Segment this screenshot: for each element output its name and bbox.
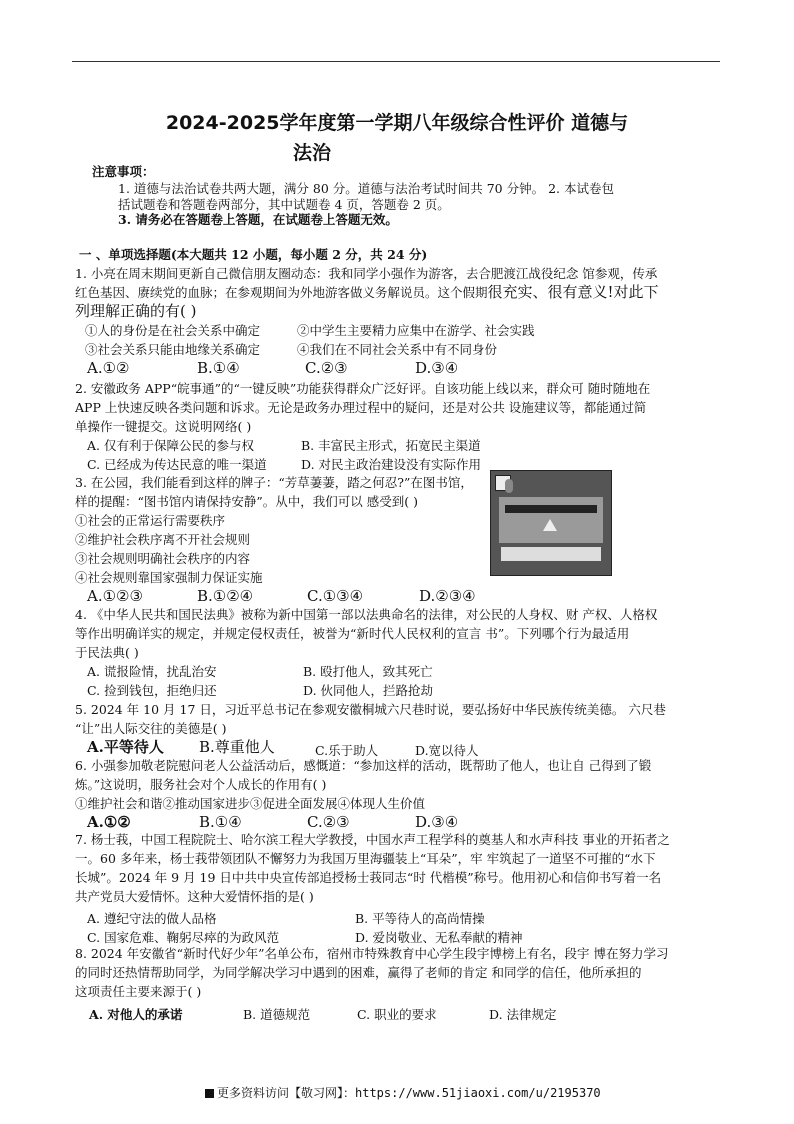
warning-triangle-icon	[543, 519, 557, 531]
flag-icon	[205, 1089, 214, 1098]
choice-d[interactable]: D.宽以待人	[415, 743, 479, 758]
q1-options-row	[75, 340, 715, 359]
q1-option: ②中学生主要精力应集中在游学、社会实践	[297, 323, 535, 338]
q3-line: 样的提醒：“图书馆内请保持安静”。从中，我们可以 感受到( )	[75, 494, 418, 509]
notes-line-1: 1. 道德与法治试卷共两大题，满分 80 分。道德与法治考试时间共 70 分钟。 2. 本试卷包	[118, 181, 614, 196]
question-8	[75, 944, 715, 1024]
question-5	[75, 700, 715, 762]
q8-line: 8. 2024 年安徽省“新时代好少年”名单公布，宿州市特殊教育中心学生段宇博榜上有名，段宇 博在努力学习	[75, 946, 669, 961]
choice-c[interactable]: C. 职业的要求	[357, 1007, 437, 1022]
page-title-continued: 法治	[292, 142, 331, 164]
q3-option: ④社会规则靠国家强制力保证实施	[75, 570, 263, 585]
q1-emphasis: 很充实、很有意义!对此下	[487, 283, 659, 301]
q3-option: ①社会的正常运行需要秩序	[75, 513, 226, 528]
q5-line: “让”出人际交往的美德是( )	[75, 721, 227, 736]
q7-line: 一。60 多年来，杨士莪带领团队不懈努力为我国万里海疆装上“耳朵”，牢 牢筑起了一道坚不可摧的“水下	[75, 851, 656, 866]
choice-b[interactable]: B. 殴打他人，致其死亡	[303, 664, 433, 679]
q2-line: 单操作一键提交。这说明网络( )	[75, 419, 252, 434]
q1-line: 1. 小亮在周末期间更新自己微信朋友圈动态：我和同学小强作为游客，去合肥渡江战役纪念 馆参观，传承	[75, 266, 658, 281]
choice-c[interactable]: C. 捡到钱包，拒绝归还	[87, 683, 217, 698]
q1-option: ④我们在不同社会关系中有不同身份	[297, 342, 498, 357]
footer-text: 更多资料访问【敬习网】：https://www.51jiaoxi.com/u/2195370	[217, 1086, 601, 1100]
footer-link[interactable]	[205, 1084, 601, 1101]
choice-d[interactable]: D. 伙同他人，拦路抢劫	[303, 683, 434, 698]
page-title: 2024-2025学年度第一学期八年级综合性评价 道德与	[165, 112, 629, 134]
q3-line: 3. 在公园，我们能看到这样的牌子：“芳草萋萋，踏之何忍?”在图书馆，	[75, 475, 473, 490]
q6-line: ①维护社会和谐②推动国家进步③促进全面发展④体现人生价值	[75, 796, 426, 811]
q2-line: 2. 安徽政务 APP“皖事通”的“一键反映”功能获得群众广泛好评。自该功能上线以来，群众可 随时随地在	[75, 381, 651, 396]
q8-choices	[75, 1005, 715, 1024]
choice-a[interactable]: A. 谎报险情，扰乱治安	[87, 664, 217, 679]
choice-a[interactable]: A.①②	[87, 359, 130, 377]
choice-d[interactable]: D. 爱岗敬业、无私奉献的精神	[355, 930, 523, 945]
question-7	[75, 830, 715, 947]
library-sign-photo	[490, 470, 612, 576]
q1-option: ③社会关系只能由地缘关系确定	[85, 342, 261, 357]
q4-line: 于民法典( )	[75, 645, 139, 660]
choice-d[interactable]: D.③④	[415, 813, 459, 831]
q4-choices	[75, 681, 715, 700]
choice-a[interactable]: A.①②③	[87, 587, 143, 605]
q1-option: ①人的身份是在社会关系中确定	[85, 323, 261, 338]
choice-a[interactable]: A. 仅有利于保障公民的参与权	[87, 438, 254, 453]
notes-line-2: 括试题卷和答题卷两部分，其中试题卷 4 页，答题卷 2 页。	[118, 197, 450, 212]
q2-choices	[75, 455, 715, 474]
q5-line: 5. 2024 年 10 月 17 日，习近平总书记在参观安徽桐城六尺巷时说，要弘扬好中华民族传统美德。 六尺巷	[75, 702, 666, 717]
q1-choices	[75, 359, 715, 378]
q4-line: 4. 《中华人民共和国民法典》被称为新中国第一部以法典命名的法律，对公民的人身权、财 产权、人格权	[75, 607, 658, 622]
choice-a[interactable]: A.平等待人	[87, 738, 164, 756]
q1-line: 列理解正确的有( )	[75, 302, 197, 320]
choice-c[interactable]: C. 国家危难、鞠躬尽瘁的为政风范	[87, 930, 280, 945]
choice-c[interactable]: C.②③	[307, 813, 350, 831]
choice-b[interactable]: B. 丰富民主形式，拓宽民主渠道	[301, 438, 481, 453]
choice-d[interactable]: D. 法律规定	[489, 1007, 557, 1022]
sign-footer	[501, 547, 601, 561]
lamp-icon	[505, 479, 513, 493]
top-rule	[72, 61, 720, 62]
choice-a[interactable]: A. 对他人的承诺	[89, 1007, 183, 1022]
notes-heading: 注意事项：	[92, 164, 155, 179]
q3-choices	[75, 587, 485, 606]
choice-a[interactable]: A. 遵纪守法的做人品格	[87, 911, 217, 926]
q8-line: 的同时还热情帮助同学，为同学解决学习中遇到的困难，赢得了老师的肯定 和同学的信任，他所承担的	[75, 965, 642, 980]
question-6	[75, 756, 715, 832]
notes-line-3: 3. 请务必在答题卷上答题，在试题卷上答题无效。	[118, 212, 398, 227]
choice-b[interactable]: B.①④	[199, 813, 242, 831]
question-2	[75, 379, 715, 474]
choice-b[interactable]: B. 平等待人的高尚情操	[355, 911, 485, 926]
q7-choices	[75, 909, 715, 928]
question-1	[75, 264, 715, 378]
choice-b[interactable]: B. 道德规范	[243, 1007, 311, 1022]
choice-c[interactable]: C.①③④	[307, 587, 364, 605]
choice-d[interactable]: D. 对民主政治建设没有实际作用	[301, 457, 482, 472]
sign-banner	[505, 505, 597, 513]
question-3	[75, 473, 485, 606]
section-heading: 一 、单项选择题(本大题共 12 小题，每小题 2 分，共 24 分)	[79, 247, 428, 262]
choice-b[interactable]: B.尊重他人	[199, 738, 275, 756]
question-4	[75, 605, 715, 700]
q1-options-row	[75, 321, 715, 340]
q8-line: 这项责任主要来源于( )	[75, 984, 202, 999]
q7-line: 长城”。2024 年 9 月 19 日中共中央宣传部追授杨士莪同志“时 代楷模”称号。他用初心和信仰书写着一名	[75, 870, 662, 885]
q7-line: 共产党员大爱情怀。这种大爱情怀指的是( )	[75, 889, 314, 904]
q2-choices	[75, 436, 715, 455]
choice-d[interactable]: D.②③④	[419, 587, 476, 605]
choice-a[interactable]: A.①②	[87, 813, 131, 831]
q4-line: 等作出明确详实的规定，并规定侵权责任，被誉为“新时代人民权利的宣言 书”。下列哪个行为最适用	[75, 626, 630, 641]
q3-option: ③社会规则明确社会秩序的内容	[75, 551, 251, 566]
choice-b[interactable]: B.①②④	[197, 587, 254, 605]
q6-line: 6. 小强参加敬老院慰问老人公益活动后，感慨道：“参加这样的活动，既帮助了他人，也让自 己得到了锻	[75, 758, 652, 773]
q7-line: 7. 杨士莪，中国工程院院士、哈尔滨工程大学教授，中国水声工程学科的奠基人和水声科技 事业的开拓者之	[75, 832, 670, 847]
q3-option: ②维护社会秩序离不开社会规则	[75, 532, 251, 547]
q4-choices	[75, 662, 715, 681]
q2-line: APP 上快速反映各类问题和诉求。无论是政务办理过程中的疑问，还是对公共 设施建议等，都能通过简	[75, 400, 647, 415]
choice-d[interactable]: D.③④	[415, 359, 459, 377]
choice-c[interactable]: C. 已经成为传达民意的唯一渠道	[87, 457, 267, 472]
q6-line: 炼。”这说明，服务社会对个人成长的作用有( )	[75, 777, 327, 792]
choice-c[interactable]: C.②③	[305, 359, 348, 377]
q1-line: 红色基因、赓续党的血脉；在参观期间为外地游客做义务解说员。这个假期很充实、很有意义!对此下	[75, 283, 659, 301]
choice-c[interactable]: C.乐于助人	[315, 743, 379, 758]
choice-b[interactable]: B.①④	[197, 359, 240, 377]
